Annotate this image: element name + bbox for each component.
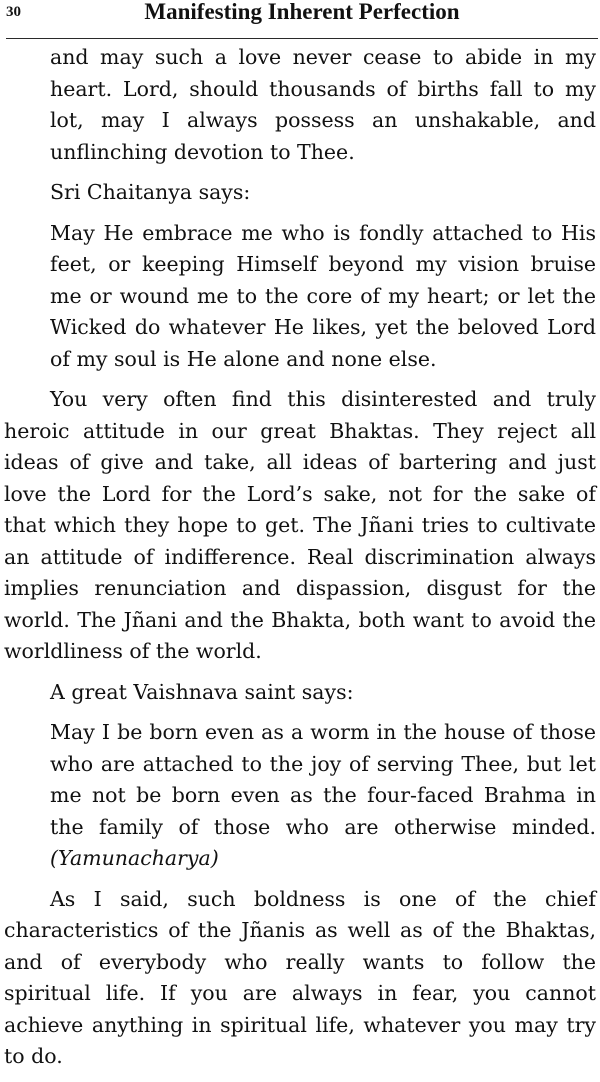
quote-continuation: and may such a love never cease to abide in my heart. Lord, should thousands of births fall to my lot, may I always possess an unshakable, and unflinching devotion to Thee.: [50, 45, 596, 164]
quote-chaitanya: May He embrace me who is fondly attached to His feet, or keeping Himself beyond my vision bruise me or wound me to the core of my heart; or let the Wicked do whatever He likes, yet the beloved Lord of my soul is He alone and none else.: [50, 220, 596, 371]
quote-intro-vaishnava: A great Vaishnava saint says:: [50, 679, 354, 704]
paragraph-boldness: As I said, such boldness is one of the chief characteristics of the Jñanis as well as of the Bhaktas, and of everybody who really wants to follow the spiritual life. If you are always in fear, you cannot achieve anything in spiritual life, whatever you may try to do.: [4, 886, 596, 1068]
page-header: [0, 0, 600, 40]
quote-intro-chaitanya: Sri Chaitanya says:: [50, 180, 251, 204]
paragraph-bhaktas: You very often find this disinterested and truly heroic attitude in our great Bhaktas. They reject all ideas of give and take, all ideas of bartering and just love the Lord for the Lord’s sake, not for the sake of that which they hope to get. The Jñani tries to cultivate an attitude of indifference. Real discrimination always implies renunciation and dispassion, disgust for the world. The Jñani and the Bhakta, both want to avoid the worldliness of the world.: [4, 387, 596, 663]
quote-vaishnava: [0, 717, 600, 875]
running-title: Manifesting Inherent Perfection: [144, 0, 460, 24]
body-text: [0, 42, 600, 1082]
header-rule: [6, 38, 598, 39]
quote-attribution: (Yamunacharya): [50, 846, 219, 870]
page-number: 30: [6, 4, 21, 20]
quote-vaishnava-text: May I be born even as a worm in the house of those who are attached to the joy of serving Thee, but let me not be born even as the four-faced Brahma in the family of those who are otherwise minded.: [50, 720, 596, 839]
